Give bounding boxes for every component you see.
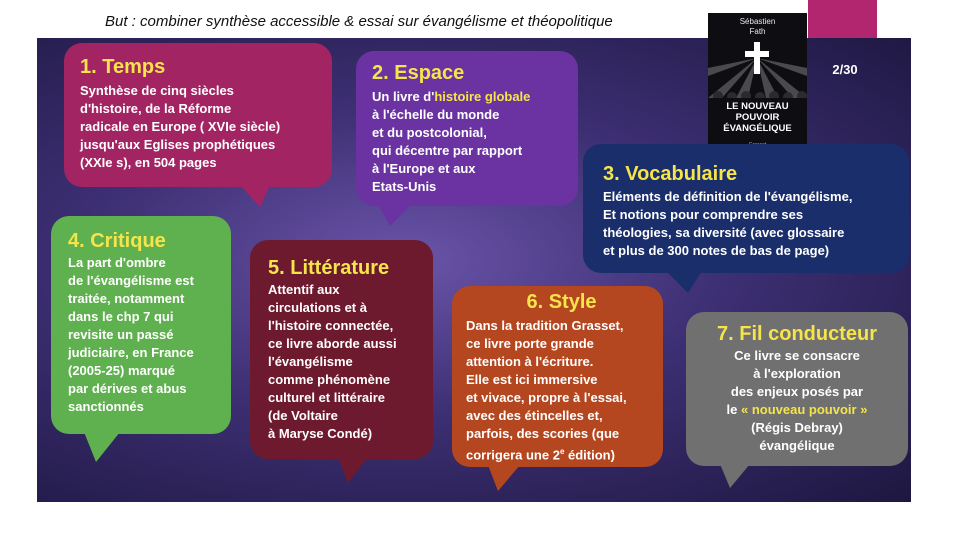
bubble-litterature <box>250 240 433 459</box>
bubble-title: 3. Vocabulaire <box>603 163 738 185</box>
bubble-critique <box>51 216 231 434</box>
bubble-espace <box>356 51 578 206</box>
bubble-tail <box>720 464 750 488</box>
bubble-title: 5. Littérature <box>268 257 390 279</box>
bubble-text: Ce livre se consacre à l'exploration des enjeux posés par le « nouveau pouvoir » (Régis Debray) évangélique <box>726 348 868 453</box>
stage-lights-cross-icon <box>708 38 807 98</box>
book-title: LE NOUVEAU POUVOIR ÉVANGÉLIQUE <box>723 101 792 134</box>
book-author: Sébastien Fath <box>739 17 776 36</box>
bubble-tail <box>488 465 520 491</box>
bubble-fil-conducteur <box>686 312 908 466</box>
bubble-text: Eléments de définition de l'évangélisme, Et notions pour comprendre ses théologies, sa diversité (avec glossaire et plus de 300 notes de bas de page) <box>603 189 853 258</box>
bubble-title: 4. Critique <box>68 230 166 252</box>
bubble-style <box>452 286 663 467</box>
bubble-text: La part d'ombre de l'évangélisme est traitée, notamment dans le chp 7 qui revisite un passé judiciaire, en France (2005-25) marqué par dérives et abus sanctionnés <box>68 255 194 414</box>
bubble-title: 7. Fil conducteur <box>716 323 878 345</box>
bubble-tail <box>84 432 120 462</box>
bubble-temps <box>64 43 332 187</box>
bubble-text: Dans la tradition Grasset, ce livre porte grande attention à l'écriture. Elle est ici immersive et vivace, propre à l'essai, avec des étincelles et, parfois, des scories (que corrigera une 2e édition) <box>466 318 627 463</box>
bubble-title: 6. Style <box>526 291 597 313</box>
bubble-vocabulaire <box>583 144 909 273</box>
accent-bar <box>808 0 877 38</box>
bubble-text: Un livre d'histoire globale à l'échelle du monde et du postcolonial, qui décentre par rapport à l'Europe et aux Etats-Unis <box>372 89 531 194</box>
book-cover-image <box>708 13 807 154</box>
bubble-tail <box>240 185 270 207</box>
bubble-tail <box>378 204 412 226</box>
bubble-tail <box>338 457 368 483</box>
page-number: 2/30 <box>832 62 858 77</box>
bubble-text: Synthèse de cinq siècles d'histoire, de la Réforme radicale en Europe ( XVIe siècle) jusqu'aux Eglises prophétiques (XXIe s), en 504 pages <box>80 83 281 170</box>
bubble-tail <box>666 271 702 293</box>
bubble-text: Attentif aux circulations et à l'histoire connectée, ce livre aborde aussi l'évangélisme comme phénomène culturel et littéraire (de Voltaire à Maryse Condé) <box>268 282 397 441</box>
bubble-title: 1. Temps <box>80 56 166 78</box>
bubble-title: 2. Espace <box>372 62 465 84</box>
slide-subtitle: But : combiner synthèse accessible & essai sur évangélisme et théopolitique <box>105 13 613 30</box>
